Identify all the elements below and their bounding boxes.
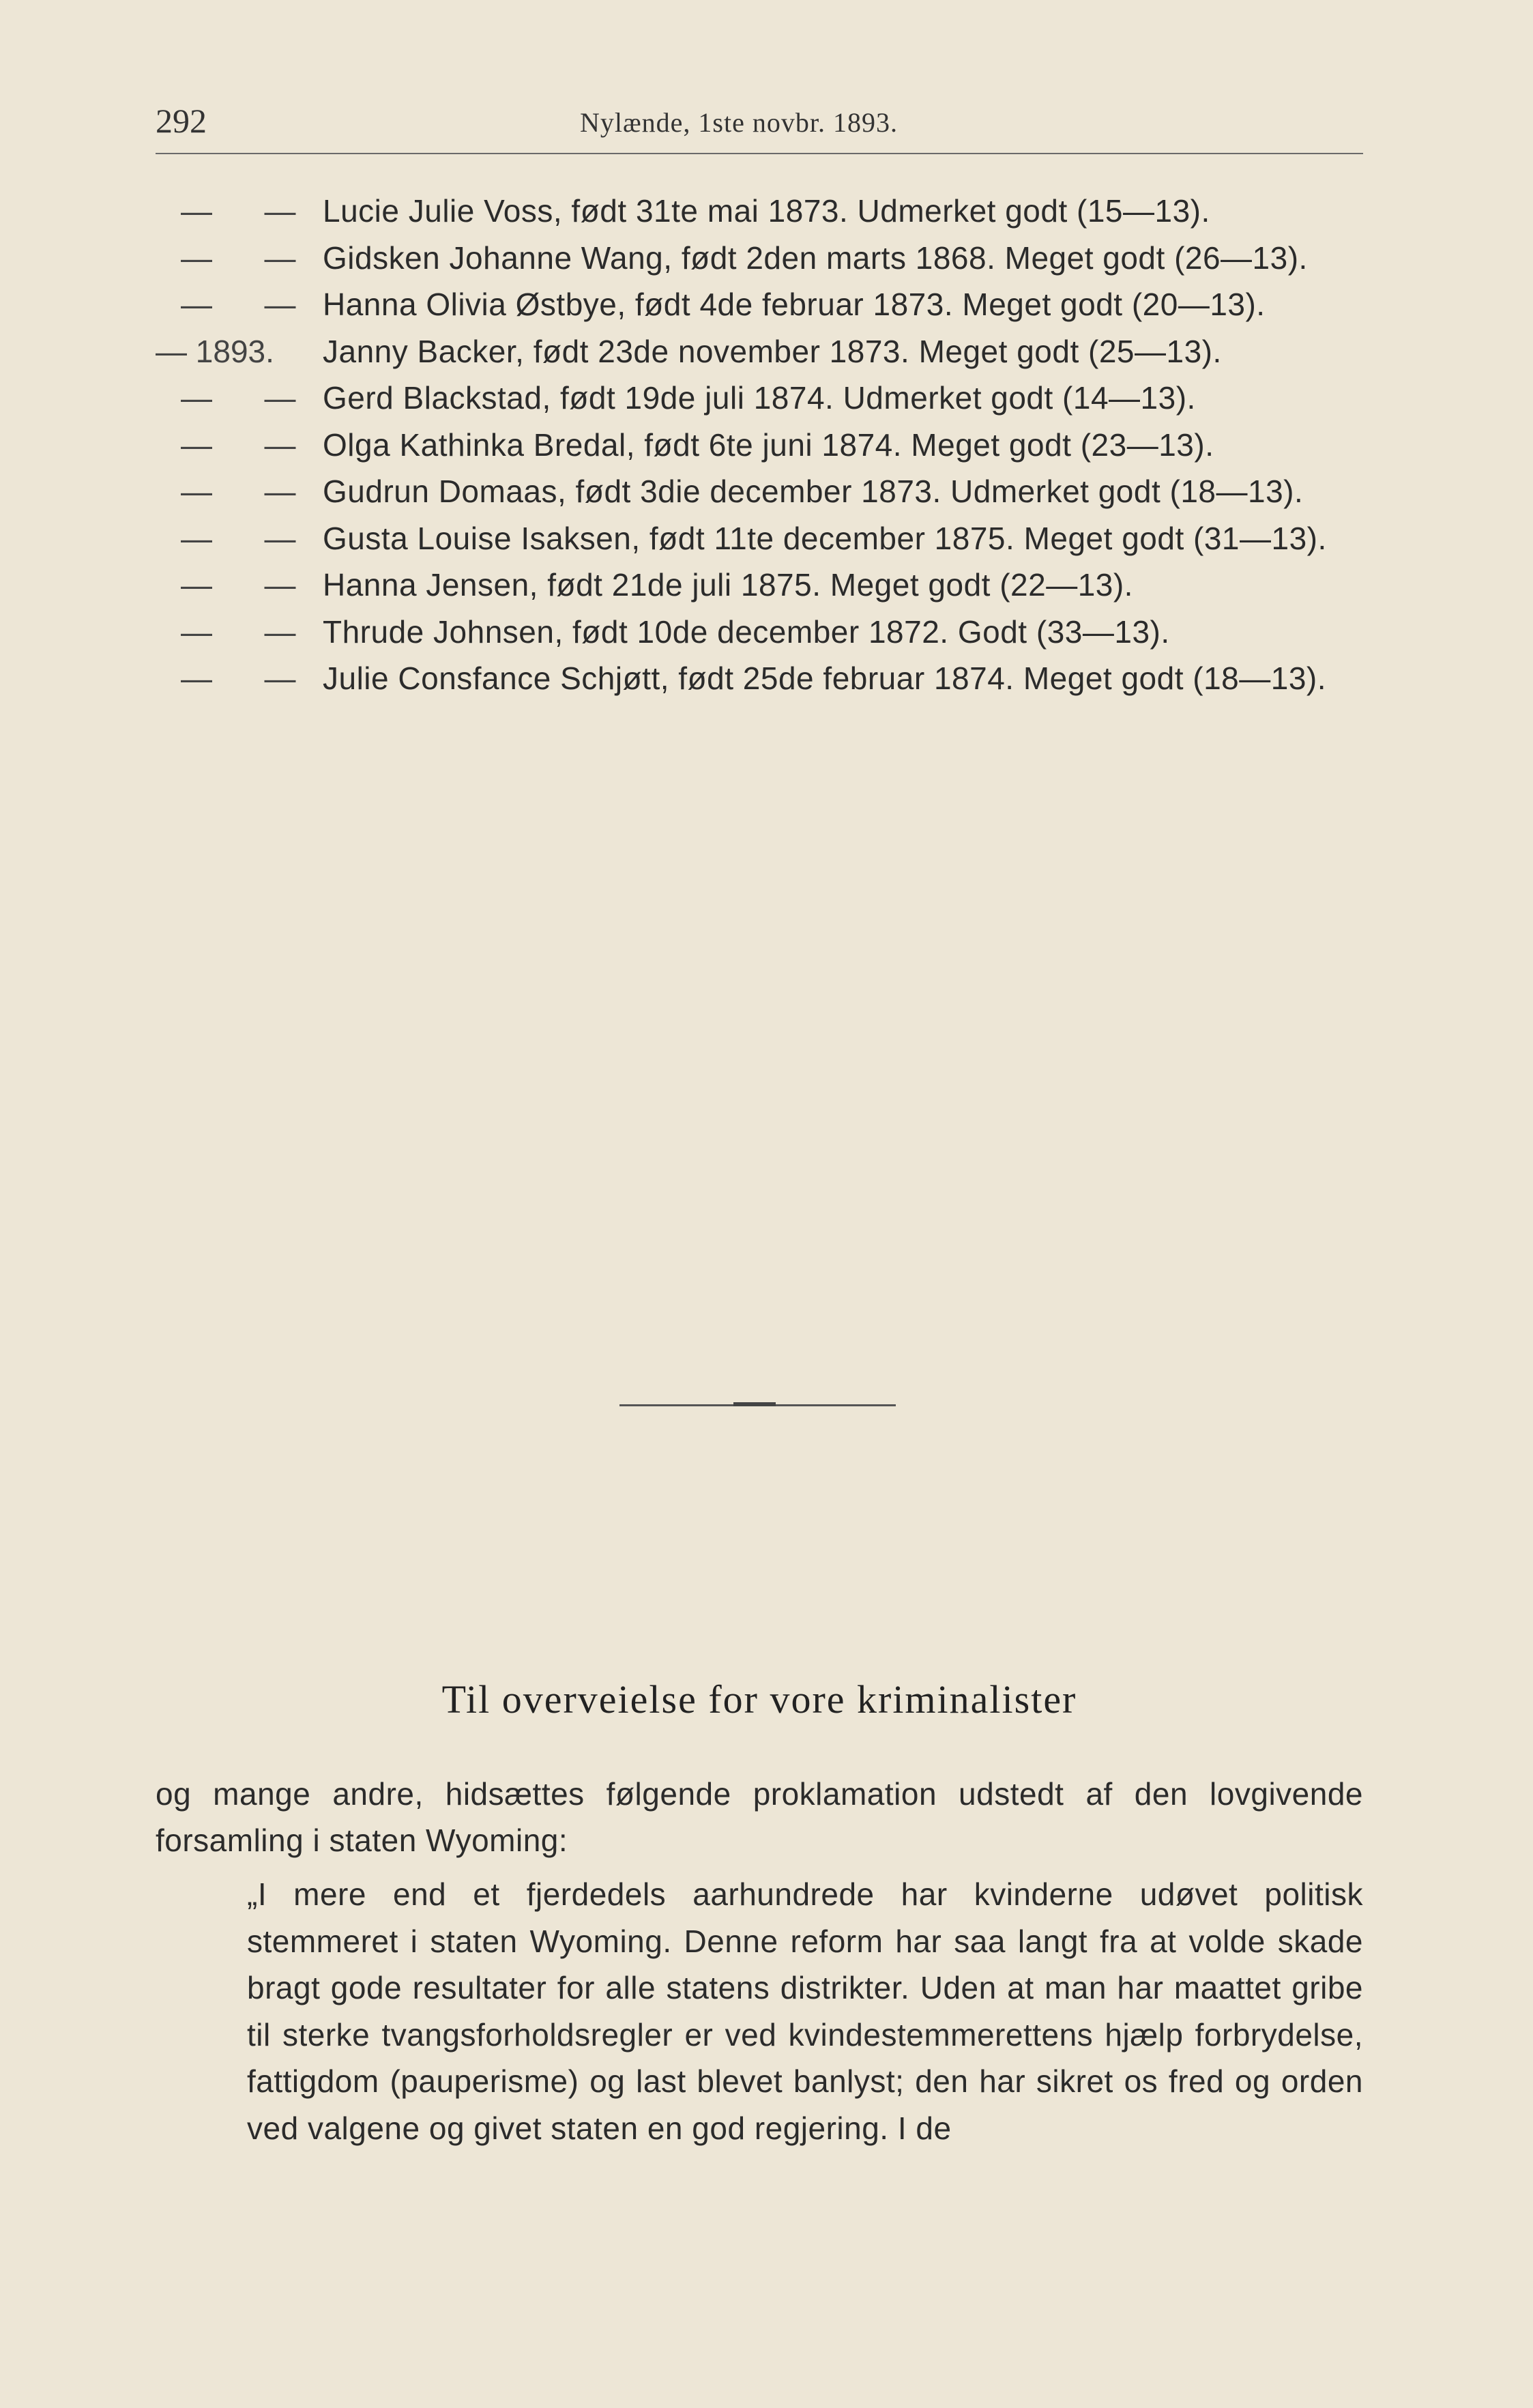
list-item bbox=[156, 609, 1363, 656]
list-item bbox=[156, 235, 1363, 282]
ditto-mark: — bbox=[264, 661, 296, 696]
entry-text: Lucie Julie Voss, født 31te mai 1873. Udmerket godt (15—13). bbox=[323, 193, 1210, 229]
list-item bbox=[156, 188, 1363, 235]
list-item bbox=[156, 562, 1363, 609]
ditto-mark: — bbox=[264, 474, 296, 509]
entry-text: Gerd Blackstad, født 19de juli 1874. Udmerket godt (14—13). bbox=[323, 380, 1196, 416]
ditto-mark: — bbox=[181, 520, 212, 556]
entry-text: Hanna Olivia Østbye, født 4de februar 1873. Meget godt (20—13). bbox=[323, 287, 1266, 322]
ditto-mark: — bbox=[181, 287, 212, 322]
entry-text: Julie Consfance Schjøtt, født 25de februar 1874. Meget godt (18—13). bbox=[323, 661, 1327, 696]
entry-text: Gusta Louise Isaksen, født 11te december 1875. Meget godt (31—13). bbox=[323, 520, 1327, 556]
list-item bbox=[156, 468, 1363, 515]
student-list bbox=[156, 188, 1363, 702]
entry-text: Janny Backer, født 23de november 1873. Meget godt (25—13). bbox=[323, 333, 1222, 369]
article-title: Til overveielse for vore kriminalister bbox=[441, 1677, 1077, 1722]
entry-text: Gudrun Domaas, født 3die december 1873. Udmerket godt (18—13). bbox=[323, 474, 1304, 509]
ditto-mark: — bbox=[264, 613, 296, 650]
list-item bbox=[156, 515, 1363, 562]
list-item bbox=[156, 328, 1363, 375]
ditto-mark: — bbox=[264, 567, 296, 603]
proclamation-quote: „I mere end et fjerdedels aarhundrede har kvinderne udøvet politisk stemmeret i staten Wyoming. Denne reform har saa langt fra at volde skade bragt gode resultater for alle statens distrikter. Uden at man har maattet gribe til sterke tvangsforholdsregler er ved kvindestemmerettens hjælp forbrydelse, fattigdom (pauperisme) og last blevet banlyst; den har sikret os fred og orden ved valgene og givet staten en god regjering. I de bbox=[247, 1876, 1363, 2146]
year-mark: — 1893. bbox=[156, 333, 274, 369]
list-item bbox=[156, 422, 1363, 469]
list-item bbox=[156, 281, 1363, 328]
ditto-mark: — bbox=[264, 426, 296, 463]
page-header bbox=[156, 101, 1363, 156]
ditto-mark: — bbox=[264, 287, 296, 322]
page-number: 292 bbox=[156, 102, 207, 140]
ditto-mark: — bbox=[264, 380, 296, 416]
entry-text: Hanna Jensen, født 21de juli 1875. Meget godt (22—13). bbox=[323, 567, 1133, 603]
entry-text: Olga Kathinka Bredal, født 6te juni 1874. Meget godt (23—13). bbox=[323, 426, 1214, 463]
entry-text: Thrude Johnsen, født 10de december 1872. Godt (33—13). bbox=[323, 613, 1170, 650]
ditto-mark: — bbox=[264, 520, 296, 556]
ditto-mark: — bbox=[181, 193, 212, 229]
section-divider-mark bbox=[733, 1402, 776, 1406]
list-item bbox=[156, 375, 1363, 422]
ditto-mark: — bbox=[181, 380, 212, 416]
running-head: Nylænde, 1ste novbr. 1893. bbox=[580, 107, 898, 138]
ditto-mark: — bbox=[181, 240, 212, 276]
list-item bbox=[156, 655, 1363, 702]
ditto-mark: — bbox=[181, 661, 212, 696]
article-intro: og mange andre, hidsættes følgende proklamation udstedt af den lovgivende forsamling i staten Wyoming: bbox=[156, 1776, 1363, 1858]
ditto-mark: — bbox=[181, 474, 212, 509]
ditto-mark: — bbox=[181, 567, 212, 603]
entry-text: Gidsken Johanne Wang, født 2den marts 1868. Meget godt (26—13). bbox=[323, 240, 1308, 276]
ditto-mark: — bbox=[264, 240, 296, 276]
ditto-mark: — bbox=[181, 613, 212, 650]
ditto-mark: — bbox=[181, 426, 212, 463]
header-rule bbox=[156, 153, 1363, 154]
ditto-mark: — bbox=[264, 193, 296, 229]
